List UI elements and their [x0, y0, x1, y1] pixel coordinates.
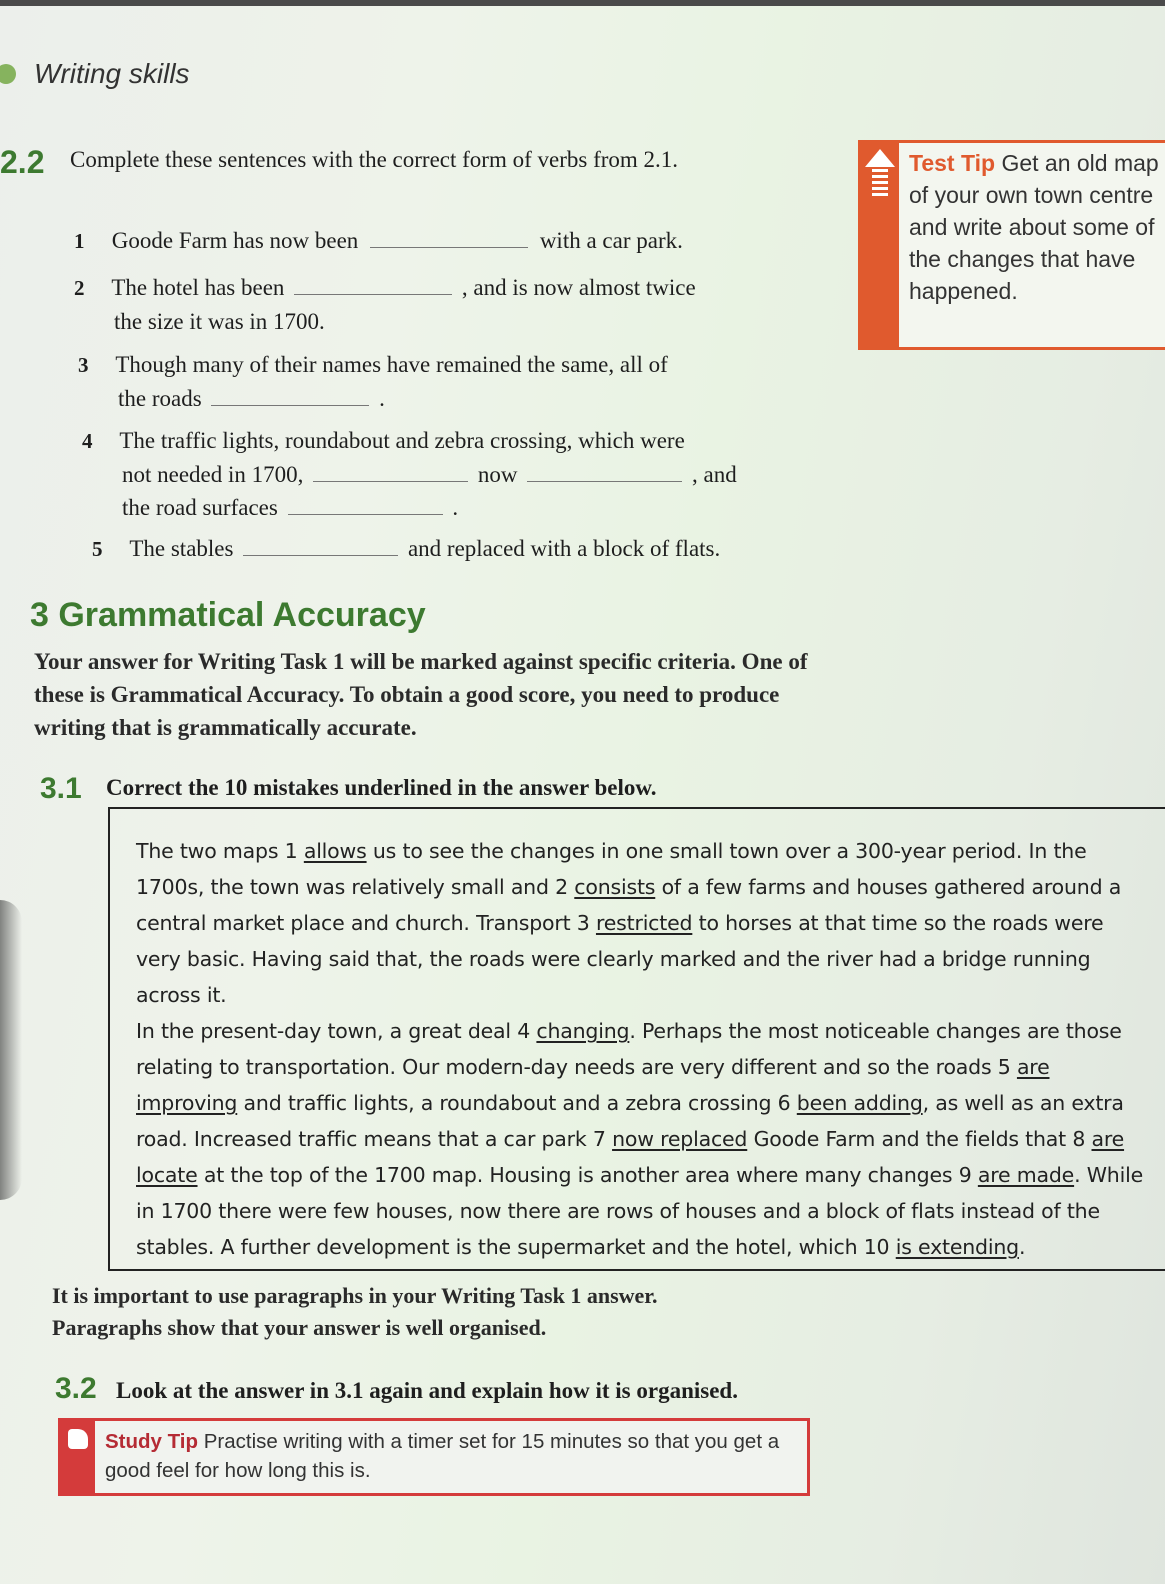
answer-text-run: The two maps — [136, 839, 285, 863]
mistake-6: been adding — [796, 1091, 923, 1115]
sentence-text: , and — [692, 462, 737, 487]
mistake-5: are improving — [136, 1055, 1050, 1115]
mistake-number: 2 — [555, 875, 568, 899]
mistake-number: 1 — [284, 839, 298, 863]
sentence-text: . — [452, 495, 459, 520]
sentence-text: with a car park. — [539, 228, 683, 253]
answer-text-run: . — [1018, 1235, 1026, 1259]
test-tip-label: Test Tip — [909, 150, 996, 176]
sentence-text: . — [379, 386, 385, 411]
mistake-7: now replaced — [612, 1127, 748, 1151]
answer-blank[interactable] — [527, 459, 682, 482]
answer-text-run: of a few farms and houses gathered around a central market place and church. Transport — [136, 875, 1122, 935]
sentence-4 — [82, 424, 802, 524]
sentence-text: The hotel has been — [111, 275, 285, 300]
answer-blank[interactable] — [211, 383, 369, 406]
sentence-text: and replaced with a block of flats. — [407, 536, 721, 561]
answer-text-run: , as well as an extra road. Increased traffic means that a car park — [136, 1091, 1124, 1151]
exercise-3-1-instruction: Correct the 10 mistakes underlined in the answer below. — [106, 775, 657, 800]
study-tip-body: Practise writing with a timer set for 15 minutes so that you get a good feel for how long this is. — [105, 1430, 780, 1482]
section-3-heading: 3 Grammatical Accuracy — [30, 596, 426, 634]
mistake-2: consists — [574, 875, 656, 899]
answer-text-run: In the present-day town, a great deal — [136, 1019, 518, 1043]
mistake-number: 5 — [997, 1055, 1011, 1079]
mistake-4: changing — [536, 1019, 630, 1043]
section-3-intro: Your answer for Writing Task 1 will be marked against specific criteria. One of these is Grammatical Accuracy. To obtain a good score, you need to produce writing that is grammatically accurate. — [34, 649, 808, 740]
tip-side-bar — [861, 143, 899, 347]
section-header — [0, 58, 190, 90]
test-tip-text — [909, 147, 1159, 307]
sentence-text: , and is now almost twice — [461, 275, 696, 300]
mistake-1: allows — [303, 839, 367, 863]
mistake-number: 8 — [1072, 1127, 1086, 1151]
answer-blank[interactable] — [313, 459, 468, 482]
answer-paragraph-1 — [136, 833, 1146, 1013]
answer-text-run: and traffic lights, a roundabout and a zebra crossing — [237, 1091, 778, 1115]
item-number: 2 — [74, 276, 85, 300]
mistake-10: is extending — [895, 1235, 1019, 1259]
mistake-number: 10 — [863, 1235, 890, 1259]
test-tip-body: Get an old map of your own town centre and write about some of the changes that have happened. — [909, 150, 1159, 304]
paragraph-note: It is important to use paragraphs in your Writing Task 1 answer. Paragraphs show that your answer is well organised. — [52, 1283, 658, 1340]
bullet-dot-icon — [0, 64, 16, 84]
answer-blank[interactable] — [294, 272, 452, 295]
study-tip-side-bar — [61, 1421, 95, 1493]
answer-blank[interactable] — [288, 492, 443, 515]
mistake-number: 6 — [777, 1091, 791, 1115]
sentence-text: Goode Farm has now been — [111, 228, 359, 253]
section-title: Writing skills — [34, 58, 190, 89]
sentence-3 — [78, 348, 798, 415]
sentence-text: not needed in 1700, — [122, 462, 304, 487]
mistake-number: 4 — [517, 1019, 531, 1043]
exercise-3-2-number: 3.2 — [55, 1372, 97, 1405]
answer-text-run: Goode Farm and the fields that — [747, 1127, 1073, 1151]
answer-text-run: us to see the changes in one small town over a 300-year period. In the 1700s, the town was relatively small and — [136, 839, 1087, 899]
sentence-text: The traffic lights, roundabout and zebra crossing, which were — [119, 428, 685, 453]
item-number: 1 — [74, 229, 85, 253]
thumbs-up-icon — [68, 1429, 88, 1449]
exercise-2-2-instruction: Complete these sentences with the correct form of verbs from 2.1. — [70, 147, 679, 172]
sentence-text: the size it was in 1700. — [114, 309, 325, 334]
sentence-5 — [92, 532, 812, 566]
sample-answer-text — [136, 833, 1146, 1265]
study-tip-label: Study Tip — [105, 1430, 199, 1453]
mistake-8: are locate — [136, 1127, 1125, 1187]
test-tip-box — [858, 140, 1165, 350]
answer-paragraph-2 — [136, 1013, 1146, 1265]
answer-blank[interactable] — [370, 225, 528, 248]
answer-blank[interactable] — [243, 533, 398, 556]
answer-text-run: . Perhaps the most noticeable changes are those relating to transportation. Our modern-day needs are very different and so the roads — [136, 1019, 1122, 1079]
item-number: 4 — [82, 429, 93, 453]
tip-lines-icon — [872, 169, 888, 197]
mistake-number: 7 — [592, 1127, 606, 1151]
up-arrow-icon — [865, 149, 895, 167]
sentence-text: The stables — [129, 536, 234, 561]
mistake-3: restricted — [595, 911, 693, 935]
mistake-number: 3 — [576, 911, 590, 935]
study-tip-text — [105, 1427, 805, 1485]
item-number: 5 — [92, 537, 103, 561]
exercise-2-2-number: 2.2 — [0, 144, 45, 180]
exercise-3-1-number: 3.1 — [40, 772, 82, 805]
mistake-9: are made — [977, 1163, 1075, 1187]
sentence-1 — [74, 224, 683, 258]
page-top-edge — [0, 0, 1165, 6]
sentence-text: Though many of their names have remained the same, all of — [115, 352, 668, 377]
finger-shadow — [0, 900, 22, 1200]
sentence-2 — [74, 271, 794, 338]
answer-text-run: . While in 1700 there were few houses, now there are rows of houses and a block of flats instead of the stables. A further development is the supermarket and the hotel, which — [136, 1163, 1143, 1259]
exercise-3-2-instruction: Look at the answer in 3.1 again and explain how it is organised. — [116, 1378, 738, 1403]
answer-text-run: to horses at that time so the roads were very basic. Having said that, the roads were clearly marked and the river had a bridge running across it. — [136, 911, 1104, 1007]
sentence-text: the road surfaces — [122, 495, 278, 520]
study-tip-box — [58, 1418, 810, 1496]
sentence-text: the roads — [118, 386, 202, 411]
sample-answer-box — [108, 807, 1165, 1271]
item-number: 3 — [78, 353, 89, 377]
answer-text-run: at the top of the 1700 map. Housing is another area where many changes — [197, 1163, 959, 1187]
mistake-number: 9 — [958, 1163, 972, 1187]
sentence-text: now — [477, 462, 518, 487]
